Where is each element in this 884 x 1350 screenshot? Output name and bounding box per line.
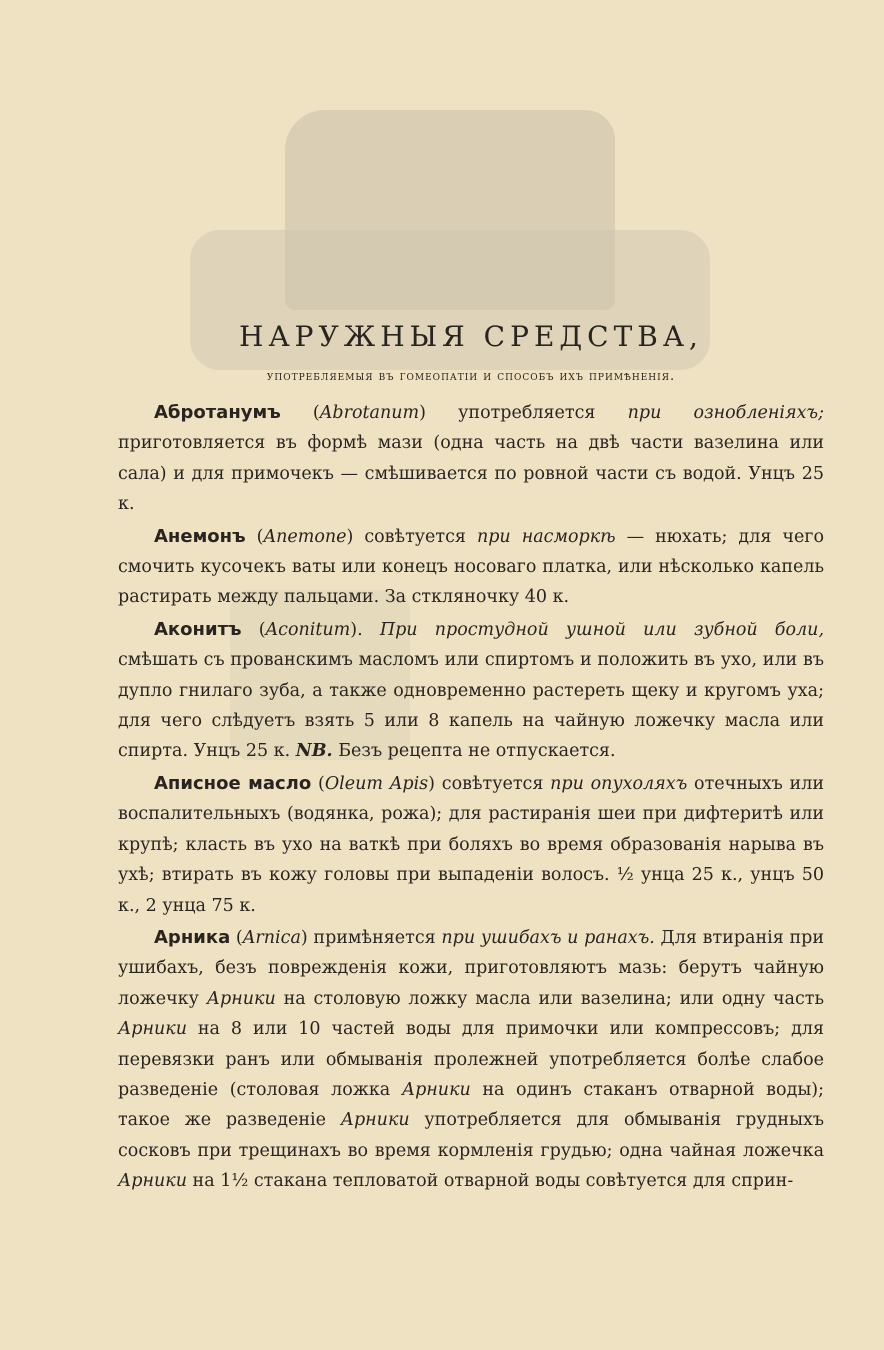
entry-text: на 1½ стакана тепловатой отварной воды совѣтуется для сприн- [186,1171,794,1192]
latin-name: Oleum Apis [324,773,429,794]
entry-heading: Аписное масло [154,772,312,794]
page-subtitle: употребляемыя въ гомеопатіи и способъ ихъ примѣненія. [266,369,676,384]
remedy-name: Арники [118,1019,187,1040]
latin-name: Arnica [242,927,301,948]
remedy-name: Арники [340,1110,410,1131]
entry-heading: Аконитъ [154,618,242,640]
entry-oleum-apis: Аписное масло (Oleum Apis) совѣтуется при опухоляхъ отечныхъ или воспалительныхъ (водянка, рожа); для растиранія шеи при дифтеритѣ или крупѣ; класть въ ухо на ваткѣ при боляхъ во время образованія нарыва въ ухѣ; втирать въ кожу головы при выпаденіи волосъ. ½ унца 25 к., унцъ 50 к., 2 унца 75 к. [118,772,824,916]
entry-text: примѣняется [307,927,442,948]
entry-text: — нюхать; для чего смочить кусочекъ ваты или конецъ носоваго платка, или нѣсколько капель растирать между пальцами. За стклянoчку 40 к. [118,526,825,608]
latin-name: Aconitum [265,619,351,640]
entry-text: отечныхъ или воспалительныхъ (водянка, рожа); для растиранія шеи при дифтеритѣ или крупѣ; класть въ ухо на ваткѣ при боляхъ во время образованія нарыва въ ухѣ; втирать въ кожу головы при выпаденіи волосъ. ½ унца 25 к., унцъ 50 к., 2 унца 75 к. [118,773,824,916]
indication: при ушибахъ и ранахъ. [441,927,655,948]
entry-text: употребляется [425,403,628,423]
entry-text: смѣшать съ прованскимъ масломъ или спиртомъ и положить въ ухо, или въ дупло гнилаго зуба, а также одновременно растереть щеку и кругомъ уха; для чего слѣдуетъ взять 5 или 8 капель на чайную ложечку масла или спирта. Унцъ 25 к. [118,650,824,762]
entry-text: на 8 или 10 частей воды для примочки или компрессовъ; для перевязки ранъ или обмыванія пролежней употребляется болѣе слабое разведеніе (столовая ложка [118,1019,824,1100]
entry-text: приготовляется въ формѣ мази (одна часть на двѣ части вазелина или сала) и для примочекъ — смѣшивается по ровной части съ водой. Унцъ 25 к. [118,433,824,515]
entry-text: совѣтуется [353,526,477,547]
remedy-name: Арники [206,988,276,1009]
page-title: НАРУЖНЫЯ СРЕДСТВА, [239,320,703,353]
entry-text: употребляется для обмыванія грудныхъ сосковъ при трещинахъ во время кормленія грудью; одна чайная ложечка [118,1110,824,1161]
entry-text: на одинъ стаканъ отварной воды); такое же разведеніе [118,1079,824,1131]
page-text [118,300,824,1197]
entry-aconitum: Аконитъ (Aconitum). При простудной ушной или зубной боли, смѣшать съ прованскимъ масломъ или спиртомъ и положить въ ухо, или въ дупло гнилаго зуба, а также одновременно растереть щеку и кругомъ уха; для чего слѣдуетъ взять 5 или 8 капель на чайную ложечку масла или спирта. Унцъ 25 к. NB. Безъ рецепта не отпускается. [118,618,825,762]
entry-text: . [357,619,380,640]
entry-text: Безъ рецепта не отпускается. [332,741,616,762]
indication: при опухоляхъ [550,773,688,794]
remedy-name: Арники [401,1079,471,1100]
entry-text: на столовую ложку масла или вазелина; или одну часть [275,988,825,1009]
entry-arnica: Арника (Arnica) примѣняется при ушибахъ и ранахъ. Для втиранія при ушибахъ, безъ поврежденія кожи, приготовляютъ мазь: берутъ чайную ложечку Арники на столовую ложку масла или вазелина; или одну часть Арники на 8 или 10 частей воды для примочки или компрессовъ; для перевязки ранъ или обмыванія пролежней употребляется болѣе слабое разведеніе (столовая ложка Арники на одинъ стаканъ отварной воды); такое же разведеніе Арники употребляется для обмыванія грудныхъ сосковъ при трещинахъ во время кормленія грудью; одна чайная ложечка Арники на 1½ стакана тепловатой отварной воды совѣтуется для сприн- [118,926,825,1192]
entry-abrotanum: Абротанумъ (Abrotanum) употребляется при ознобленіяхъ; приготовляется въ формѣ мази (одна часть на двѣ части вазелина или сала) и для примочекъ — смѣшивается по ровной части съ водой. Унцъ 25 к. [118,402,824,515]
entry-text: Для втиранія при ушибахъ, безъ поврежденія кожи, приготовляютъ мазь: берутъ чайную ложечку [118,927,825,1009]
entry-heading: Абротанумъ [154,402,281,423]
indication: при ознобленіяхъ; [627,403,824,423]
latin-name: Anemone [263,526,347,547]
latin-name: Abrotanum [319,403,420,423]
nota-bene: NB. [295,741,333,762]
entry-text: совѣтуется [435,773,551,794]
entry-anemone: Анемонъ (Anemone) совѣтуется при насморкѣ — нюхать; для чего смочить кусочекъ ваты или конецъ носоваго платка, или нѣсколько капель растирать между пальцами. За стклянoчку 40 к. [118,525,825,608]
remedy-name: Арники [118,1171,187,1192]
entry-heading: Анемонъ [154,525,246,547]
indication: при насморкѣ [476,526,616,547]
indication: При простудной ушной или зубной боли, [379,619,825,640]
entry-heading: Арника [154,926,231,948]
